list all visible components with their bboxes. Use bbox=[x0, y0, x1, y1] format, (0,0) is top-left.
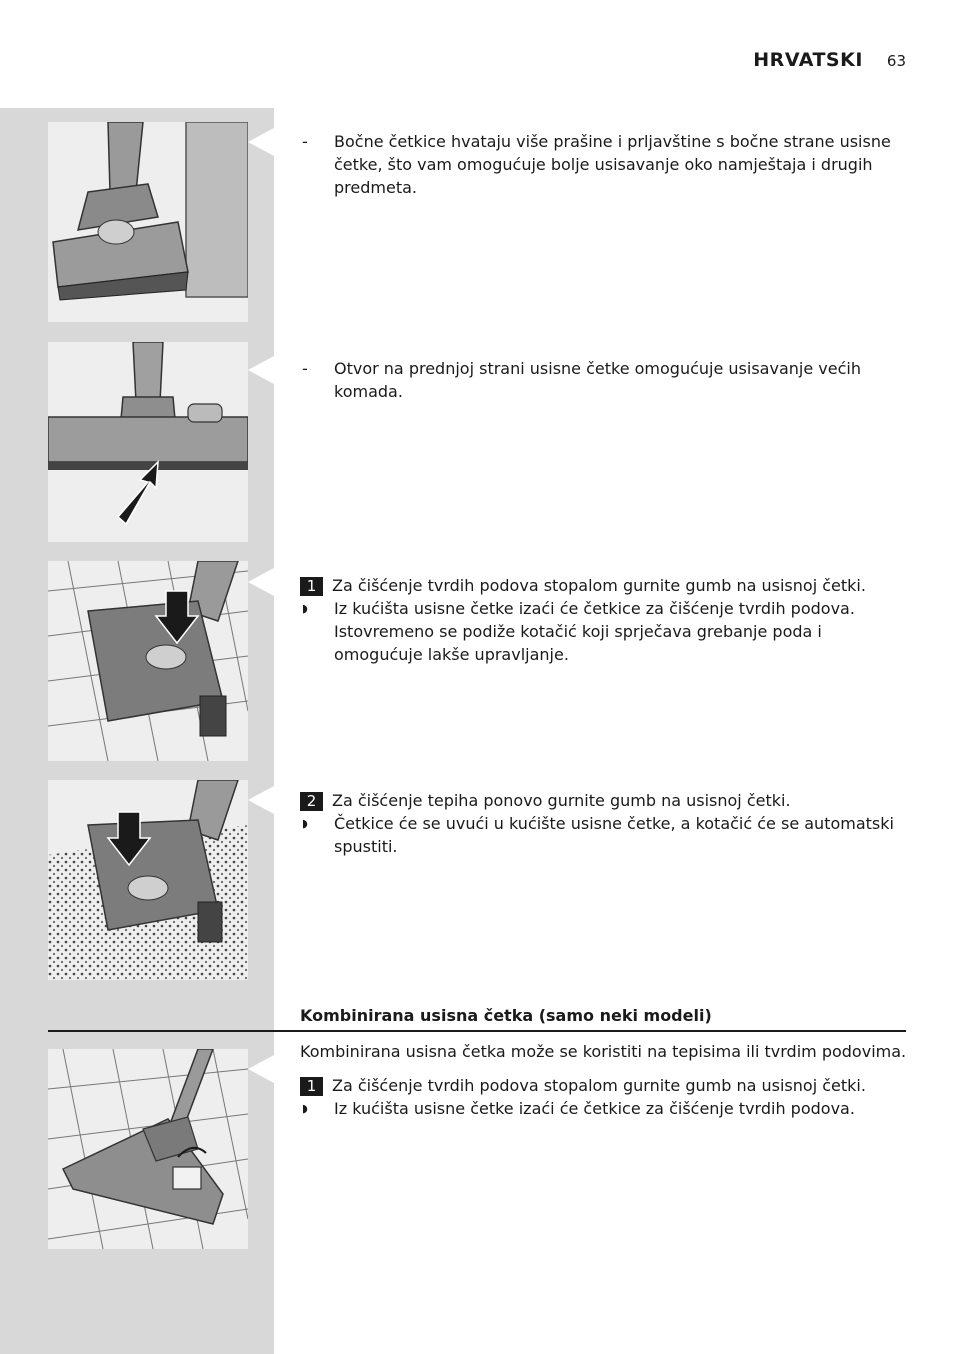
result-marker: ◗ bbox=[302, 602, 308, 615]
list-item bbox=[300, 130, 910, 199]
list-item bbox=[300, 574, 910, 597]
list-item bbox=[300, 789, 910, 812]
section-heading: Kombinirana usisna četka (samo neki modeli) bbox=[300, 1006, 712, 1025]
item-text: Za čišćenje tepiha ponovo gurnite gumb na usisnoj četki. bbox=[332, 791, 791, 810]
figure-pointer bbox=[248, 128, 274, 156]
item-text: Za čišćenje tvrdih podova stopalom gurnite gumb na usisnoj četki. bbox=[332, 1076, 866, 1095]
dash-marker: - bbox=[302, 132, 308, 151]
page-header bbox=[753, 49, 906, 71]
illustration-side-brushes bbox=[48, 122, 248, 322]
result-marker: ◗ bbox=[302, 1102, 308, 1115]
item-text: Bočne četkice hvataju više prašine i prljavštine s bočne strane usisne četke, što vam omogućuje bolje usisavanje oko namještaja i drugih predmeta. bbox=[334, 132, 891, 197]
item-text: Za čišćenje tvrdih podova stopalom gurnite gumb na usisnoj četki. bbox=[332, 576, 866, 595]
language-label: HRVATSKI bbox=[753, 49, 863, 71]
section-divider bbox=[48, 1030, 906, 1032]
illustration-hard-floor-mode bbox=[48, 561, 248, 761]
dash-marker: - bbox=[302, 359, 308, 378]
list-item bbox=[300, 812, 910, 858]
section-side-brushes bbox=[300, 130, 910, 199]
figure-pointer bbox=[248, 1055, 274, 1083]
section-intro: Kombinirana usisna četka može se koristiti na tepisima ili tvrdim podovima. bbox=[300, 1042, 907, 1061]
step-number: 2 bbox=[300, 792, 323, 811]
step-number: 1 bbox=[300, 577, 323, 596]
illustration-combined-nozzle bbox=[48, 1049, 248, 1249]
item-text: Četkice će se uvući u kućište usisne četke, a kotačić će se automatski spustiti. bbox=[334, 814, 894, 856]
illustration-front-opening bbox=[48, 342, 248, 542]
list-item bbox=[300, 1097, 910, 1120]
figure-pointer bbox=[248, 356, 274, 384]
list-item bbox=[300, 357, 910, 403]
item-text: Otvor na prednjoj strani usisne četke omogućuje usisavanje većih komada. bbox=[334, 359, 861, 401]
page-number: 63 bbox=[886, 52, 906, 70]
section-carpet bbox=[300, 789, 910, 858]
list-item bbox=[300, 1074, 910, 1097]
section-hard-floor bbox=[300, 574, 910, 666]
section-front-opening bbox=[300, 357, 910, 403]
result-marker: ◗ bbox=[302, 817, 308, 830]
illustration-carpet-mode bbox=[48, 780, 248, 980]
item-text: Iz kućišta usisne četke izaći će četkice za čišćenje tvrdih podova. bbox=[334, 1099, 855, 1118]
figure-pointer bbox=[248, 568, 274, 596]
figure-pointer bbox=[248, 786, 274, 814]
section-combined-steps bbox=[300, 1074, 910, 1120]
step-number: 1 bbox=[300, 1077, 323, 1096]
item-text: Iz kućišta usisne četke izaći će četkice za čišćenje tvrdih podova. Istovremeno se podiže kotačić koji sprječava grebanje poda i omogućuje lakše upravljanje. bbox=[334, 599, 855, 664]
list-item bbox=[300, 597, 910, 666]
